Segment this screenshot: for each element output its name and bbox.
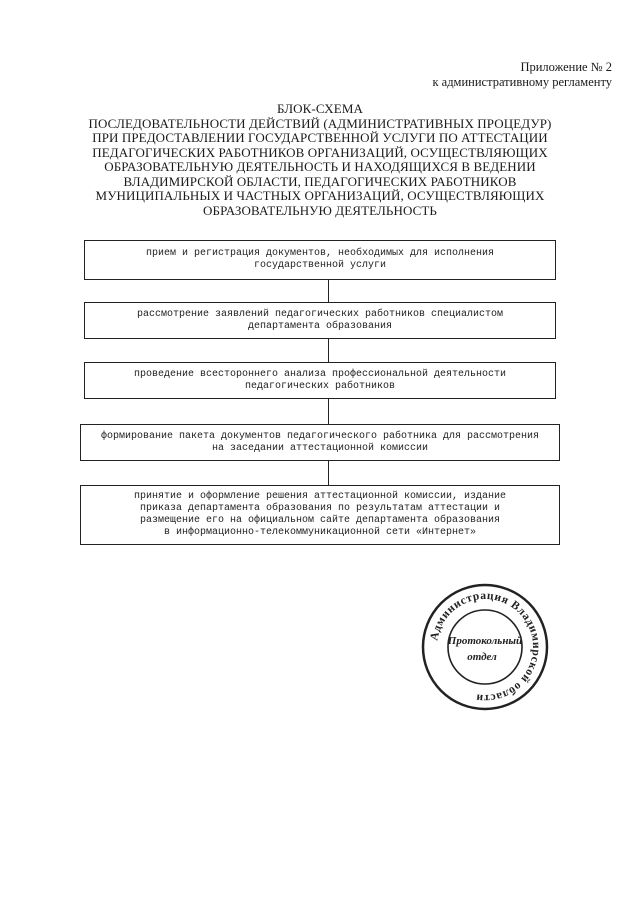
step-text: формирование пакета документов педагогического работника для рассмотрения	[100, 430, 540, 442]
step-text: прием и регистрация документов, необходимых для исполнения	[145, 248, 495, 259]
official-stamp	[420, 582, 550, 712]
title-line: ОБРАЗОВАТЕЛЬНУЮ ДЕЯТЕЛЬНОСТЬ И НАХОДЯЩИХСЯ В ВЕДЕНИИ	[104, 159, 536, 174]
flow-connector	[328, 280, 329, 302]
stamp-ring-text: Администрация Владимирской области	[428, 589, 543, 705]
step-text: государственной услуги	[253, 260, 387, 271]
step-text: размещение его на официальном сайте департамента образования	[139, 515, 501, 526]
flow-step-decision	[80, 485, 560, 545]
flow-step-package	[80, 424, 560, 461]
flow-step-analysis	[84, 362, 556, 399]
title-line: ВЛАДИМИРСКОЙ ОБЛАСТИ, ПЕДАГОГИЧЕСКИХ РАБОТНИКОВ	[123, 173, 517, 189]
stamp-center-line1: Протокольный	[447, 635, 523, 647]
appendix-number: Приложение № 2	[520, 60, 612, 74]
step-text: рассмотрение заявлений педагогических работников специалистом	[136, 308, 504, 320]
title-line: МУНИЦИПАЛЬНЫХ И ЧАСТНЫХ ОРГАНИЗАЦИЙ, ОСУЩЕСТВЛЯЮЩИХ	[95, 188, 545, 203]
flow-connector	[328, 339, 329, 362]
flow-connector	[328, 399, 329, 424]
title-line: ПЕДАГОГИЧЕСКИХ РАБОТНИКОВ ОРГАНИЗАЦИЙ, ОСУЩЕСТВЛЯЮЩИХ	[92, 144, 548, 160]
step-text: на заседании аттестационной комиссии	[211, 442, 429, 454]
flow-connector	[328, 461, 329, 485]
flow-step-reception	[84, 240, 556, 280]
step-text: департамента образования	[247, 320, 393, 332]
step-text: принятие и оформление решения аттестационной комиссии, издание	[133, 491, 507, 502]
step-text: приказа департамента образования по результатам аттестации и	[139, 503, 501, 514]
step-text: педагогических работников	[244, 380, 396, 392]
appendix-reference: к административному регламенту	[432, 75, 612, 89]
step-text: проведение всестороннего анализа профессиональной деятельности	[133, 368, 507, 380]
title-line: ПРИ ПРЕДОСТАВЛЕНИИ ГОСУДАРСТВЕННОЙ УСЛУГИ ПО АТТЕСТАЦИИ	[92, 130, 548, 145]
title-line: ПОСЛЕДОВАТЕЛЬНОСТИ ДЕЙСТВИЙ (АДМИНИСТРАТИВНЫХ ПРОЦЕДУР)	[88, 115, 552, 131]
flow-step-review	[84, 302, 556, 339]
step-text: в информационно-телекоммуникационной сети «Интернет»	[163, 527, 477, 538]
title-line: ОБРАЗОВАТЕЛЬНУЮ ДЕЯТЕЛЬНОСТЬ	[203, 202, 437, 218]
appendix-header	[432, 60, 612, 90]
stamp-center-line2: отдел	[467, 651, 497, 663]
document-title	[70, 102, 570, 218]
title-line: БЛОК-СХЕМА	[277, 101, 363, 116]
